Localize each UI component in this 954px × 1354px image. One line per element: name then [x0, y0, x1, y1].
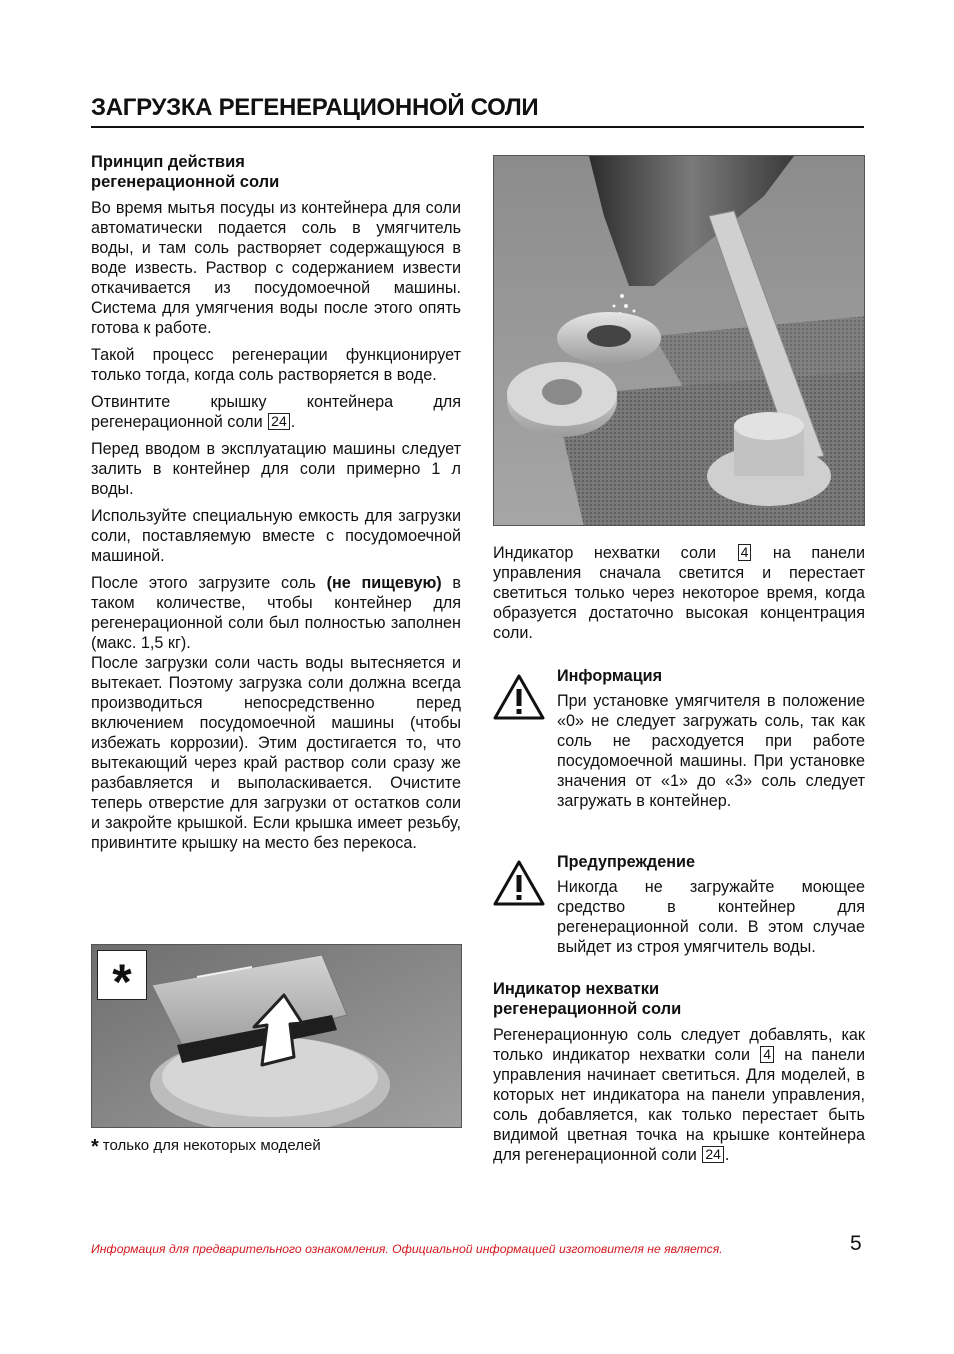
- section-heading-indicator: [493, 979, 865, 1019]
- paragraph: После загрузки соли часть воды вытесняется и вытекает. Поэтому загрузка соли должна всегда производиться непосредственно перед включением посудомоечной машины (чтобы избежать коррозии). Этим достигается то, что вытекающий через край раствор соли сразу же разбавляется и выполаскивается. Очистите теперь отверстие для загрузки от остатков соли и закройте крышкой. Если крышка имеет резьбу, привинтите крышку на место без перекоса.: [91, 654, 461, 852]
- info-title: Информация: [557, 667, 663, 685]
- salt-lid-illustration: [92, 945, 462, 1128]
- salt-lid-photo: [91, 944, 462, 1128]
- left-column: [91, 152, 461, 860]
- paragraph-text: на панели управления сначала светится и перестает светиться только через некоторое время, когда образуется достаточно высокая концентрация соли.: [493, 544, 866, 642]
- paragraph-text: на панели управления начинает светиться. Для моделей, в которых нет индикатора на панели управления, соль добавляется, как только перестает быть видимой цветная точка на крышке контейнера для регенерационной соли: [493, 1046, 865, 1164]
- paragraph: Такой процесс регенерации функционирует только тогда, когда соль растворяется в воде.: [91, 346, 461, 384]
- paragraph: [493, 543, 865, 643]
- warning-triangle-icon: [493, 674, 545, 720]
- salt-filling-photo: [493, 155, 865, 526]
- page-title: ЗАГРУЗКА РЕГЕНЕРАЦИОННОЙ СОЛИ: [91, 94, 864, 128]
- info-text: При установке умягчителя в положение «0» не следует загружать соль, так как соль не расходуется при работе посудомоечной машины. При установке значения от «1» до «3» соль следует загружать в контейнер.: [557, 692, 865, 810]
- paragraph-text: После этого загрузите соль: [91, 574, 316, 592]
- warning-triangle-icon: [493, 860, 545, 906]
- ref-number-24: 24: [268, 413, 290, 430]
- salt-filling-illustration: [494, 156, 865, 526]
- warning-notice: [493, 852, 865, 957]
- warning-text: Никогда не загружайте моющее средство в контейнер для регенерационной соли. В этом случае выйдет из строя умягчитель воды.: [557, 878, 865, 956]
- heading-line: Индикатор нехватки: [493, 980, 660, 998]
- ref-number-24: 24: [702, 1146, 724, 1163]
- right-column-bottom: [493, 979, 865, 1172]
- right-column-top: [493, 543, 865, 650]
- paragraph: [91, 392, 461, 432]
- heading-line: регенерационной соли: [493, 1000, 682, 1018]
- optional-feature-star-box: *: [97, 950, 147, 1000]
- footnote-asterisk: *: [91, 1136, 99, 1158]
- heading-line: Принцип действия: [91, 153, 245, 171]
- paragraph-text: Отвинтите крышку контейнера для регенерационной соли: [91, 393, 461, 431]
- paragraph: [493, 1025, 865, 1165]
- bold-emphasis: (не пищевую): [326, 574, 442, 592]
- heading-line: регенерационной соли: [91, 173, 280, 191]
- warning-title: Предупреждение: [557, 853, 695, 871]
- paragraph-text: Индикатор нехватки соли: [493, 544, 717, 562]
- footnote: [91, 1136, 321, 1159]
- paragraph-text: Регенерационную соль следует добавлять, как только индикатор нехватки соли: [493, 1026, 865, 1064]
- footer-disclaimer: Информация для предварительного ознакомления. Официальной информацией изготовителя не является.: [91, 1242, 723, 1256]
- paragraph: [91, 573, 461, 653]
- ref-number-4: 4: [760, 1046, 774, 1063]
- section-heading-principle: [91, 152, 461, 192]
- paragraph: Перед вводом в эксплуатацию машины следует залить в контейнер для соли примерно 1 л воды.: [91, 440, 461, 498]
- paragraph-text: в таком количестве, чтобы контейнер для регенерационной соли был полностью заполнен (макс. 1,5 кг).: [91, 574, 462, 652]
- footnote-text: только для некоторых моделей: [102, 1137, 321, 1154]
- page-number: 5: [850, 1232, 862, 1255]
- info-notice: [493, 666, 865, 811]
- ref-number-4: 4: [738, 544, 752, 561]
- paragraph-end: .: [290, 413, 296, 431]
- paragraph: Используйте специальную емкость для загрузки соли, поставляемую вместе с посудомоечной машиной.: [91, 507, 461, 565]
- paragraph: Во время мытья посуды из контейнера для соли автоматически подается соль в умягчитель воды, и там соль растворяет содержащуюся в воде известь. Раствор с содержанием извести откачивается из посудомоечной машины. Система для умягчения воды после этого опять готова к работе.: [91, 199, 461, 337]
- paragraph-end: .: [724, 1146, 730, 1164]
